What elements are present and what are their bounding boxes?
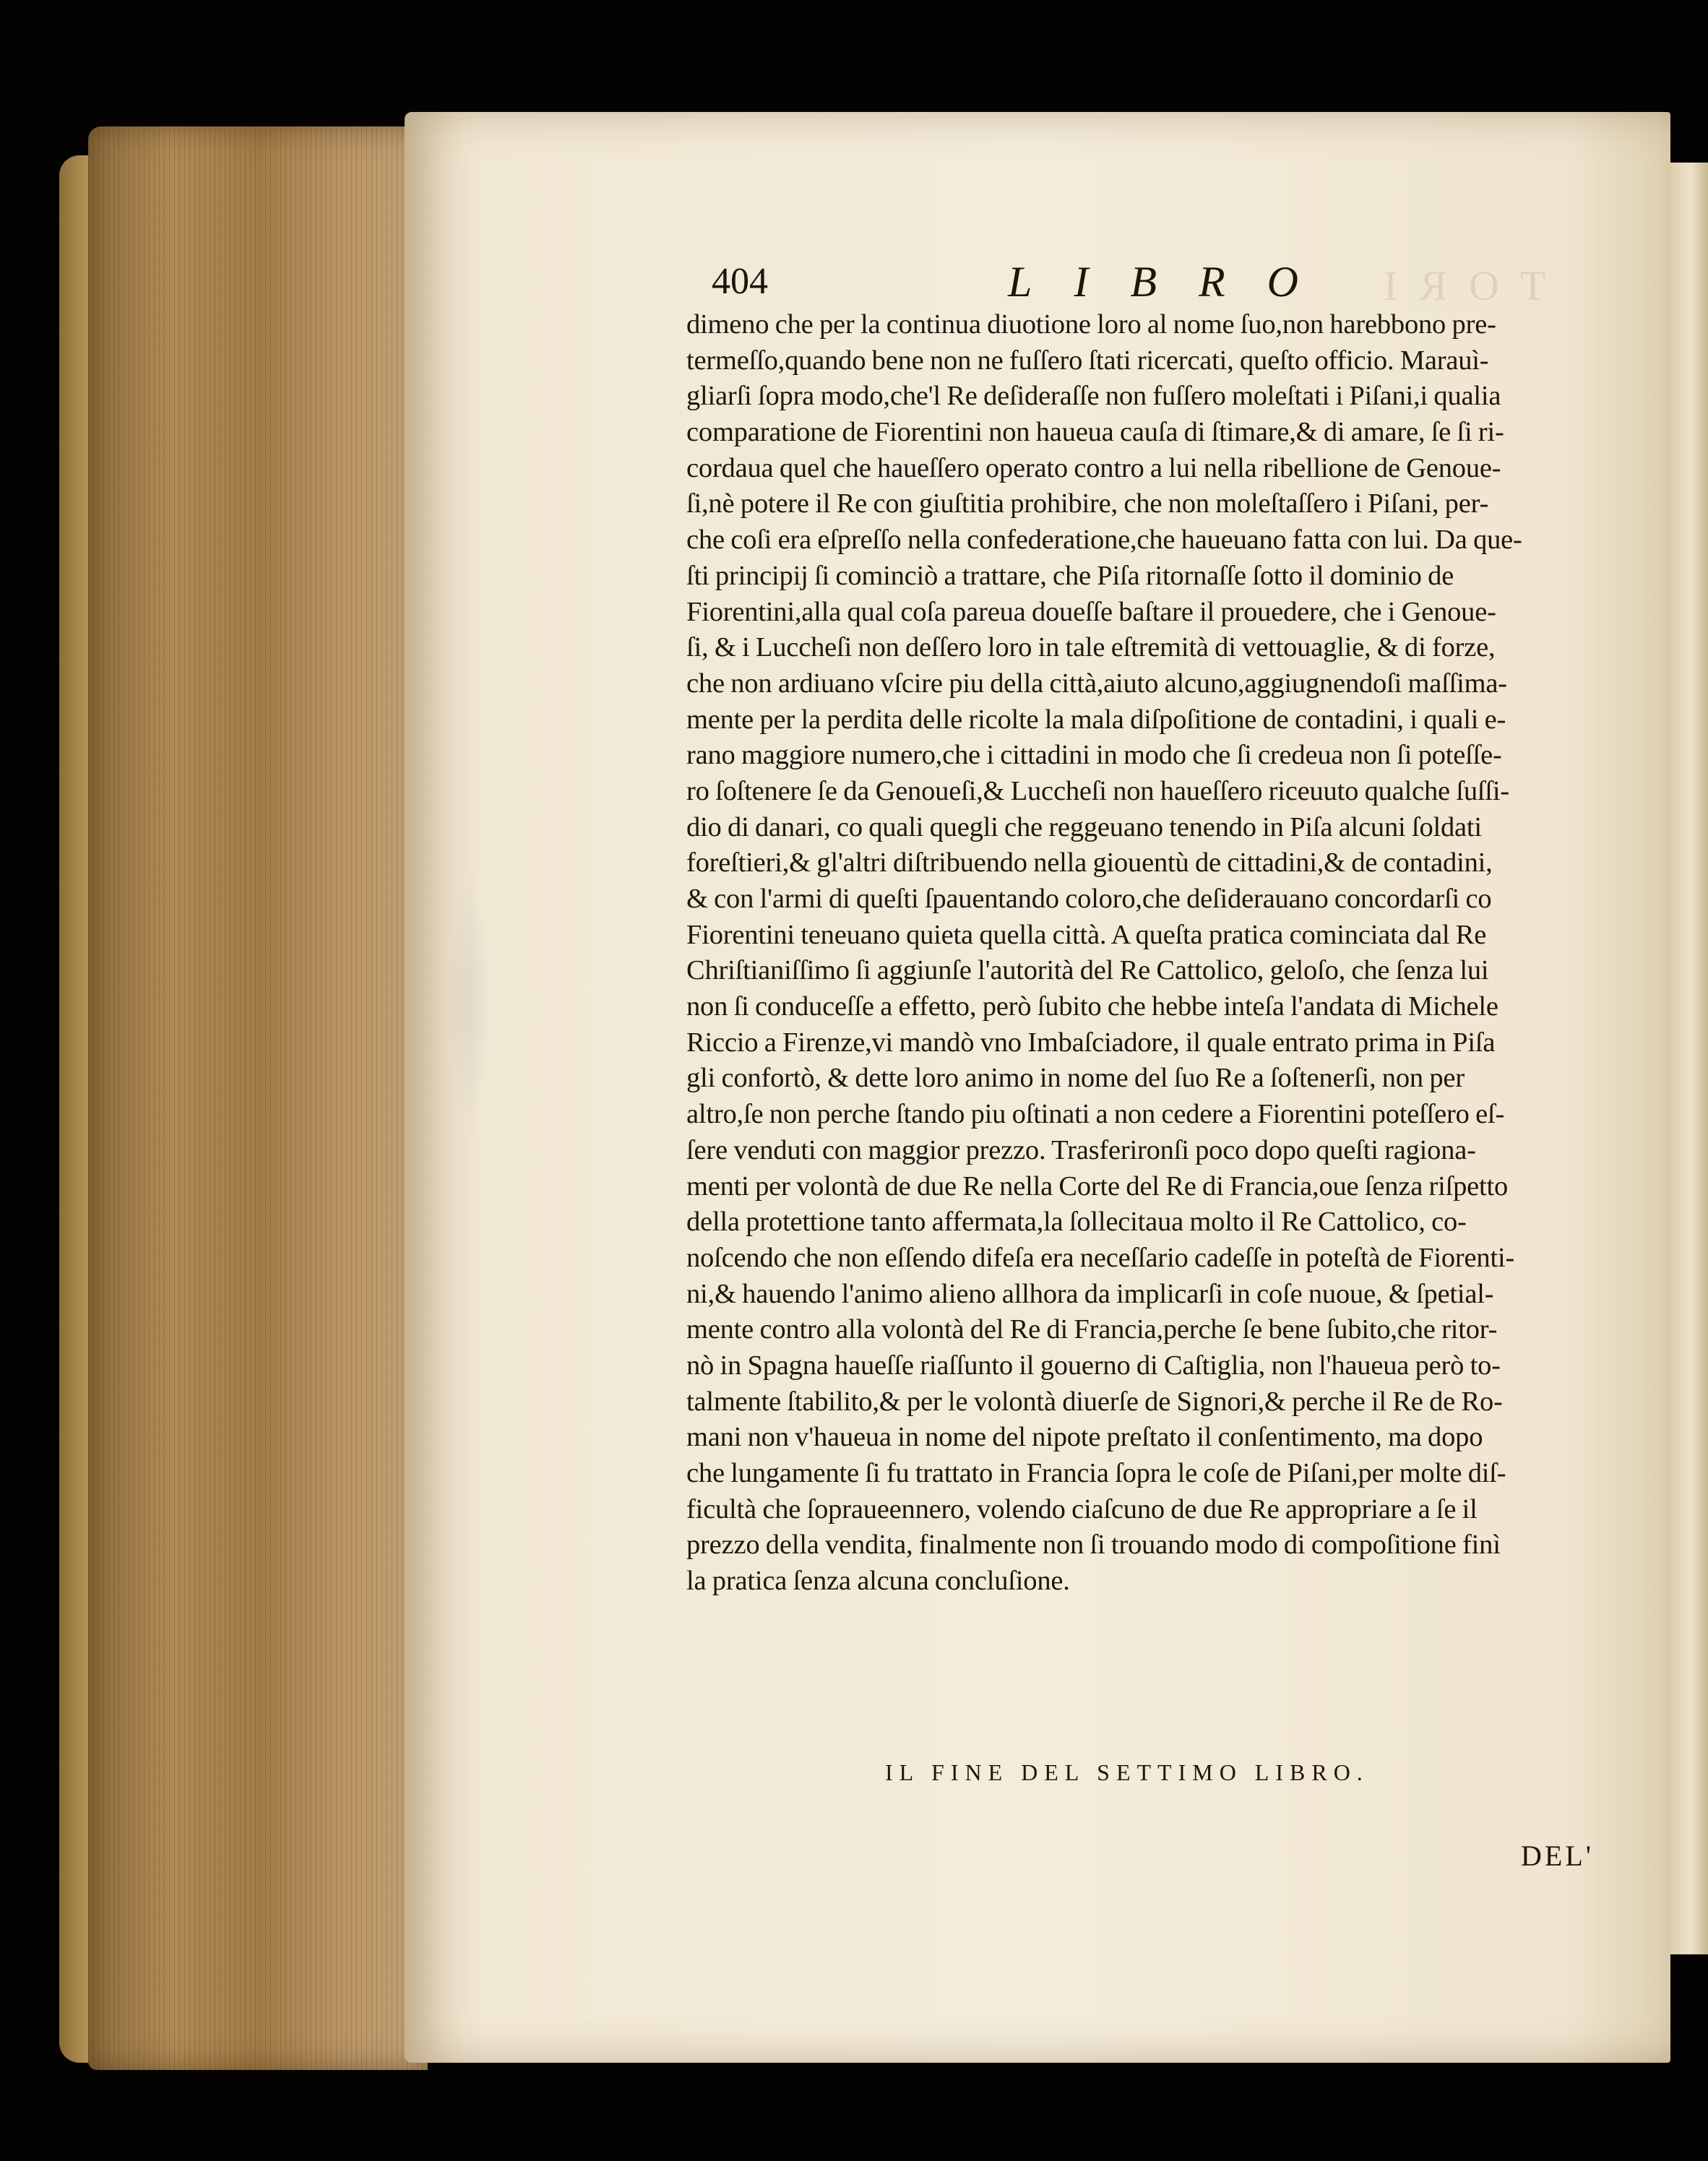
text-line: & con l'armi di queſti ſpauentando coloro,che deſiderauano concordarſi co bbox=[686, 884, 1492, 914]
text-line: mani non v'haueua in nome del nipote preſtato il conſentimento, ma dopo bbox=[686, 1422, 1483, 1453]
page-edges bbox=[88, 126, 428, 2070]
text-line: Riccio a Firenze,vi mandò vno Imbaſciadore, il quale entrato prima in Piſa bbox=[686, 1027, 1496, 1058]
text-line: gliarſi ſopra modo,che'l Re deſideraſſe non fuſſero moleſtati i Piſani,i qualia bbox=[686, 381, 1501, 412]
text-line: ſi,nè potere il Re con giuſtitia prohibire, che non moleſtaſſero i Piſani, per- bbox=[686, 488, 1489, 519]
text-line: rano maggiore numero,che i cittadini in modo che ſi credeua non ſi poteſſe- bbox=[686, 740, 1502, 771]
text-line: menti per volontà de due Re nella Corte del Re di Francia,oue ſenza riſpetto bbox=[686, 1170, 1509, 1202]
body-text bbox=[686, 307, 1658, 1600]
text-line: la pratica ſenza alcuna concluſione. bbox=[686, 1566, 1070, 1597]
text-line: cordaua quel che haueſſero operato contro a lui nella ribellione de Genoue- bbox=[686, 452, 1501, 483]
text-line: che coſi era eſpreſſo nella confederatione,che haueuano fatta con lui. Da que- bbox=[686, 525, 1522, 556]
text-line: non ſi conduceſſe a effetto, però ſubito che hebbe inteſa l'andata di Michele bbox=[686, 991, 1498, 1022]
text-line: gli confortò, & dette loro animo in nome del ſuo Re a ſoſtenerſi, non per bbox=[686, 1063, 1465, 1094]
page-number: 404 bbox=[712, 261, 768, 302]
text-line: Fiorentini teneuano quieta quella città. A queſta pratica cominciata dal Re bbox=[686, 919, 1487, 950]
text-line: ſti principij ſi cominciò a trattare, che Piſa ritornaſſe ſotto il dominio de bbox=[686, 560, 1454, 591]
show-through-title: TORI bbox=[1362, 262, 1546, 309]
facing-page-edge bbox=[1665, 163, 1708, 1954]
colophon: IL FINE DEL SETTIMO LIBRO. bbox=[885, 1759, 1369, 1785]
ink-show-through bbox=[448, 863, 491, 1138]
book-page bbox=[405, 112, 1670, 2063]
text-line: termeſſo,quando bene non ne fuſſero ſtati ricercati, queſto officio. Marauì- bbox=[686, 345, 1489, 376]
text-line: ſere venduti con maggior prezzo. Trasferironſi poco dopo queſti ragiona- bbox=[686, 1134, 1476, 1165]
text-line: ro ſoſtenere ſe da Genoueſi,& Luccheſi non haueſſero riceuuto qualche ſuſſi- bbox=[686, 775, 1509, 806]
text-line: comparatione de Fiorentini non haueua cauſa di ſtimare,& di amare, ſe ſi ri- bbox=[686, 417, 1504, 448]
text-line: nò in Spagna haueſſe riaſſunto il gouerno di Caſtiglia, non l'haueua però to- bbox=[686, 1350, 1501, 1381]
text-line: che non ardiuano vſcire piu della città,aiuto alcuno,aggiugnendoſi maſſima- bbox=[686, 668, 1507, 699]
running-title: LIBRO bbox=[1008, 258, 1340, 306]
text-line: mente per la perdita delle ricolte la mala diſpoſitione de contadini, i quali e- bbox=[686, 704, 1506, 735]
text-line: dio di danari, co quali quegli che reggeuano tenendo in Piſa alcuni ſoldati bbox=[686, 811, 1482, 842]
text-line: della protettione tanto affermata,la ſollecitaua molto il Re Cattolico, co- bbox=[686, 1207, 1467, 1238]
text-line: foreſtieri,& gl'altri diſtribuendo nella giouentù de cittadini,& de contadini, bbox=[686, 847, 1493, 879]
text-line: noſcendo che non eſſendo difeſa era neceſſario cadeſſe in poteſtà de Fiorenti- bbox=[686, 1242, 1515, 1273]
catchword: DEL' bbox=[1521, 1839, 1594, 1872]
text-line: prezzo della vendita, finalmente non ſi trouando modo di compoſitione finì bbox=[686, 1530, 1501, 1561]
text-line: ſi, & i Luccheſi non deſſero loro in tale eſtremità di vettouaglie, & di forze, bbox=[686, 632, 1496, 663]
text-line: altro,ſe non perche ſtando piu oſtinati a non cedere a Fiorentini poteſſero eſ- bbox=[686, 1099, 1505, 1130]
text-line: Fiorentini,alla qual coſa pareua doueſſe baſtare il prouedere, che i Genoue- bbox=[686, 596, 1496, 627]
text-line: Chriſtianiſſimo ſi aggiunſe l'autorità del Re Cattolico, geloſo, che ſenza lui bbox=[686, 955, 1489, 986]
text-line: dimeno che per la continua diuotione loro al nome ſuo,non harebbono pre- bbox=[686, 309, 1496, 340]
text-line: talmente ſtabilito,& per le volontà diuerſe de Signori,& perche il Re de Ro- bbox=[686, 1386, 1503, 1417]
text-line: ficultà che ſopraueennero, volendo ciaſcuno de due Re appropriare a ſe il bbox=[686, 1493, 1478, 1524]
text-line: ni,& hauendo l'animo alieno allhora da implicarſi in coſe nuoue, & ſpetial- bbox=[686, 1278, 1494, 1309]
text-line: mente contro alla volontà del Re di Francia,perche ſe bene ſubito,che ritor- bbox=[686, 1314, 1498, 1345]
text-line: che lungamente ſi fu trattato in Francia ſopra le coſe de Piſani,per molte diſ- bbox=[686, 1458, 1506, 1488]
page-header bbox=[712, 249, 1579, 314]
